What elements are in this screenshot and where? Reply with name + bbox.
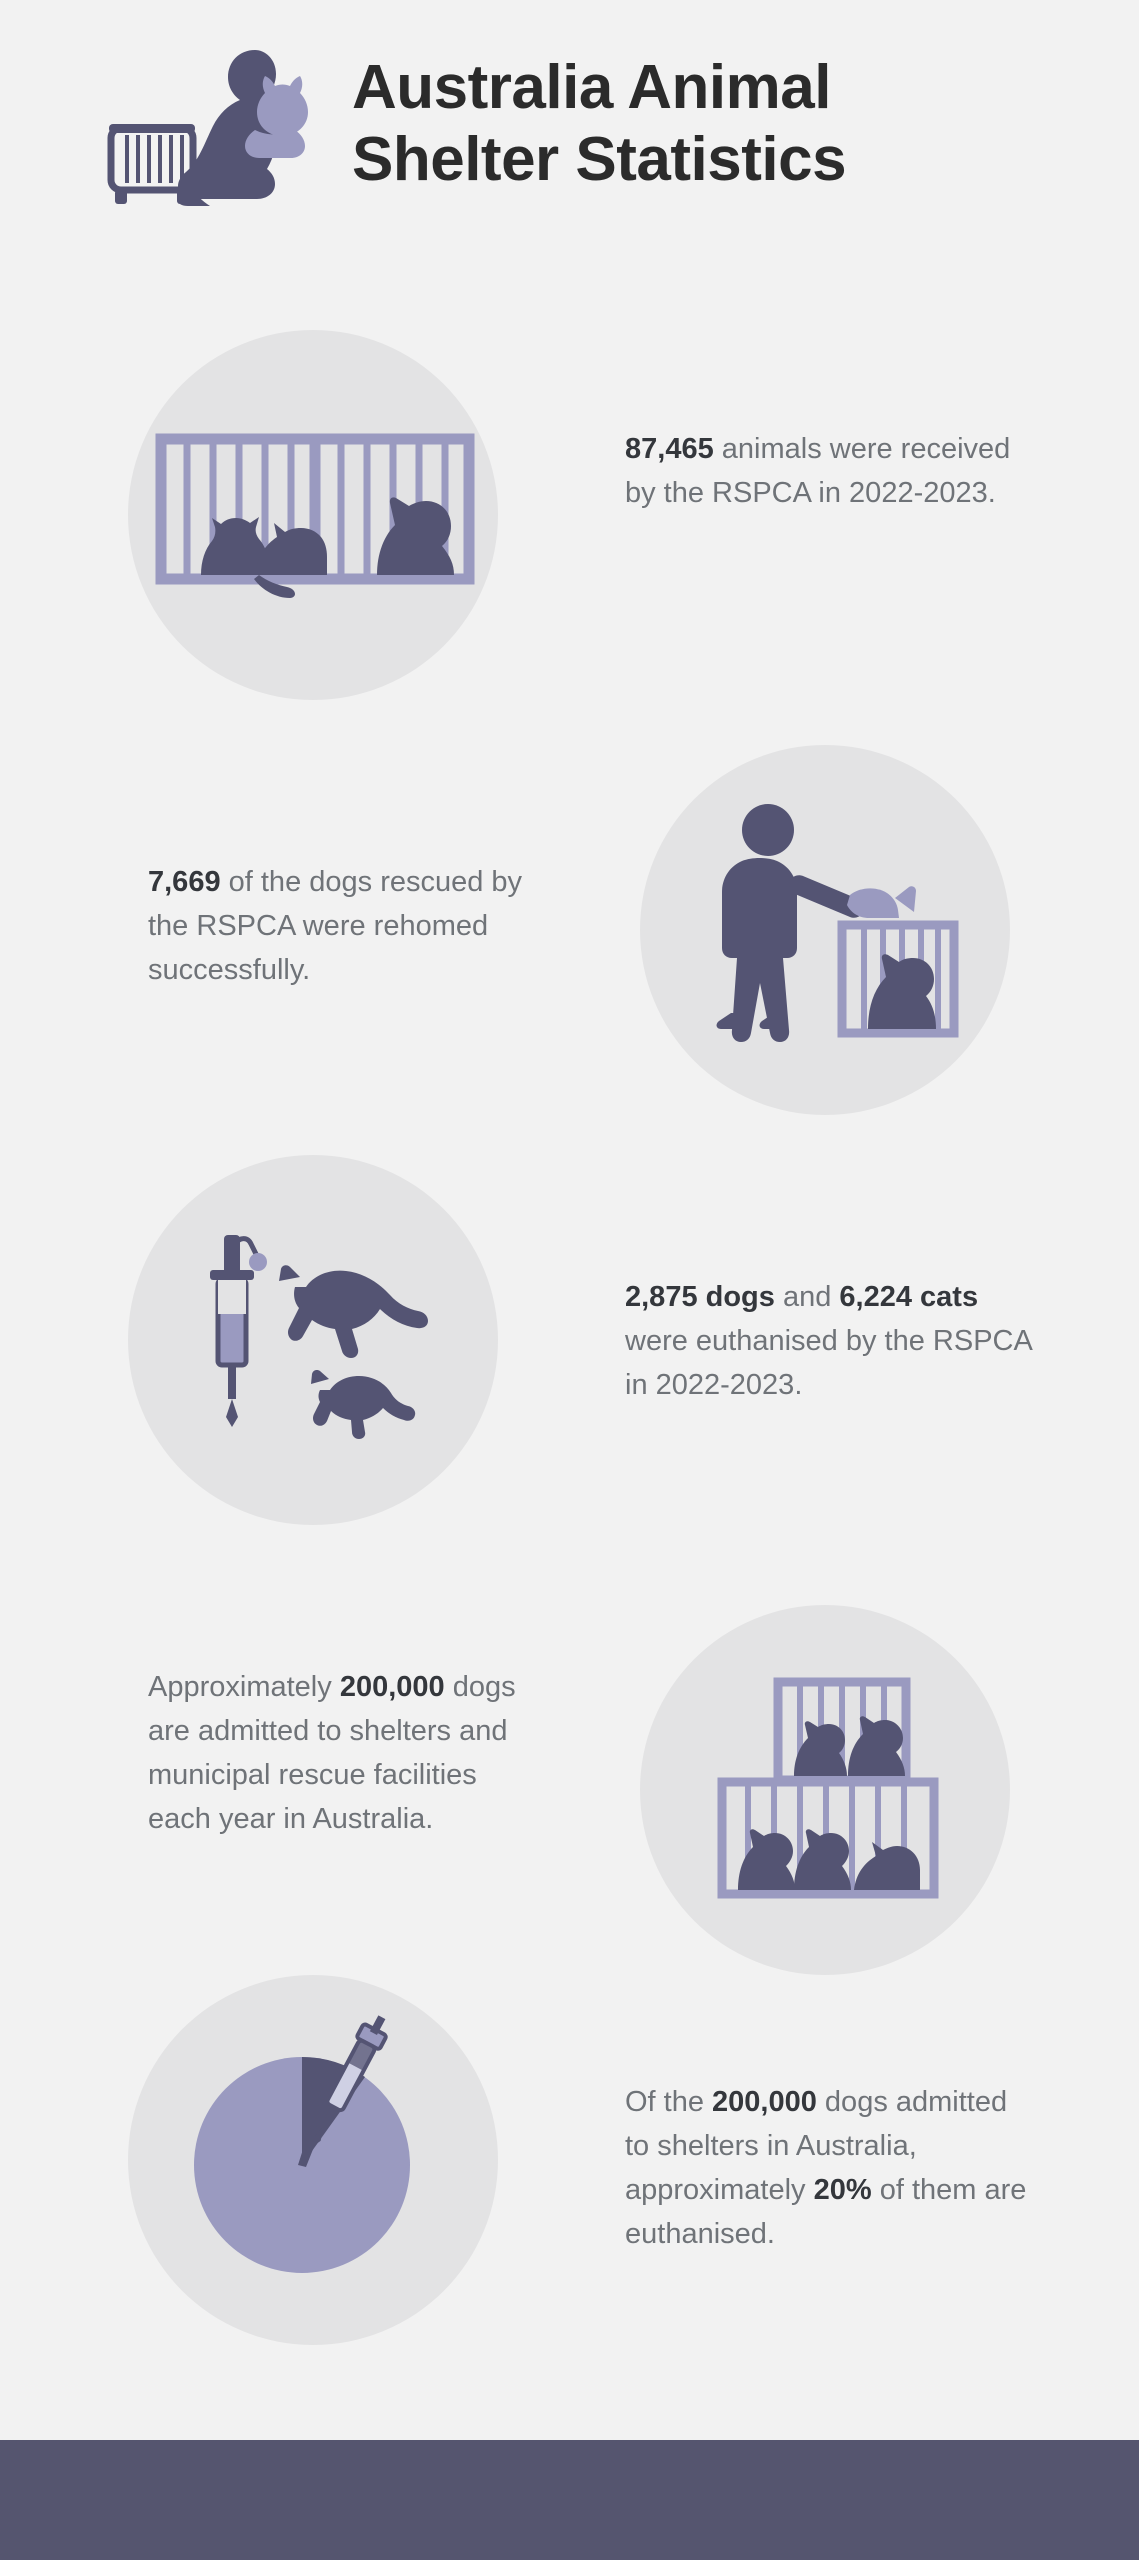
stat-text-fragment: dogs are admitted to shelters and municipal rescue facilities each year in Australia. [148,1671,516,1836]
stat-text-fragment: 20% [813,2174,872,2207]
stat-text-fragment: and [774,1281,840,1313]
stat-text-animals-euthanised [625,1275,1045,1407]
footer-band [0,2440,1139,2560]
page-title-line-2: Shelter Statistics [352,124,847,194]
stat-row-dogs-admitted [0,1580,1139,1960]
stat-text-fragment: Of the [625,2086,713,2118]
two-dogs-in-kennel-cage-icon [155,425,475,605]
stat-text-fragment: 200,000 [712,2086,817,2118]
stacked-kennel-cages-with-dogs-icon [690,1670,968,1915]
stat-text-fragment: of the dogs rescued by the RSPCA were rehomed successfully. [148,866,523,987]
stat-text-fragment: 6,224 cats [839,1281,979,1313]
stat-row-dogs-rehomed [0,745,1139,1095]
stat-text-fragment: were euthanised by the RSPCA in 2022-2023. [625,1325,1032,1402]
stat-text-dogs-admitted [148,1665,528,1841]
stat-text-fragment: Approximately [148,1671,340,1703]
pie-chart-with-syringe-icon [180,2005,450,2295]
stat-text-fragment: 7,669 [148,866,221,898]
woman-holding-cat-with-carrier-icon [105,38,330,228]
stat-text-fragment: animals were received by the RSPCA in 2022-2023. [625,433,1011,510]
stat-text-fragment: 87,465 [625,433,714,465]
stat-text-animals-received [625,427,1025,515]
syringe-with-dog-and-cat-icon [180,1215,470,1465]
page-title-line-1: Australia Animal [352,53,831,122]
stat-text-fragment: 2,875 dogs [625,1281,775,1313]
stat-row-animals-received [0,330,1139,680]
stat-text-percent-euthanised [625,2080,1035,2256]
stat-text-fragment: 200,000 [339,1671,445,1703]
stat-row-animals-euthanised [0,1155,1139,1515]
stat-row-percent-euthanised [0,1975,1139,2325]
stat-text-fragment: of them are euthanised. [625,2174,1027,2251]
person-adopting-dog-icon [690,795,965,1065]
stat-text-fragment: dogs admitted to shelters in Australia, approximately [625,2086,1008,2207]
page-title [352,52,1052,196]
stat-text-dogs-rehomed [148,860,538,992]
header [0,0,1139,290]
